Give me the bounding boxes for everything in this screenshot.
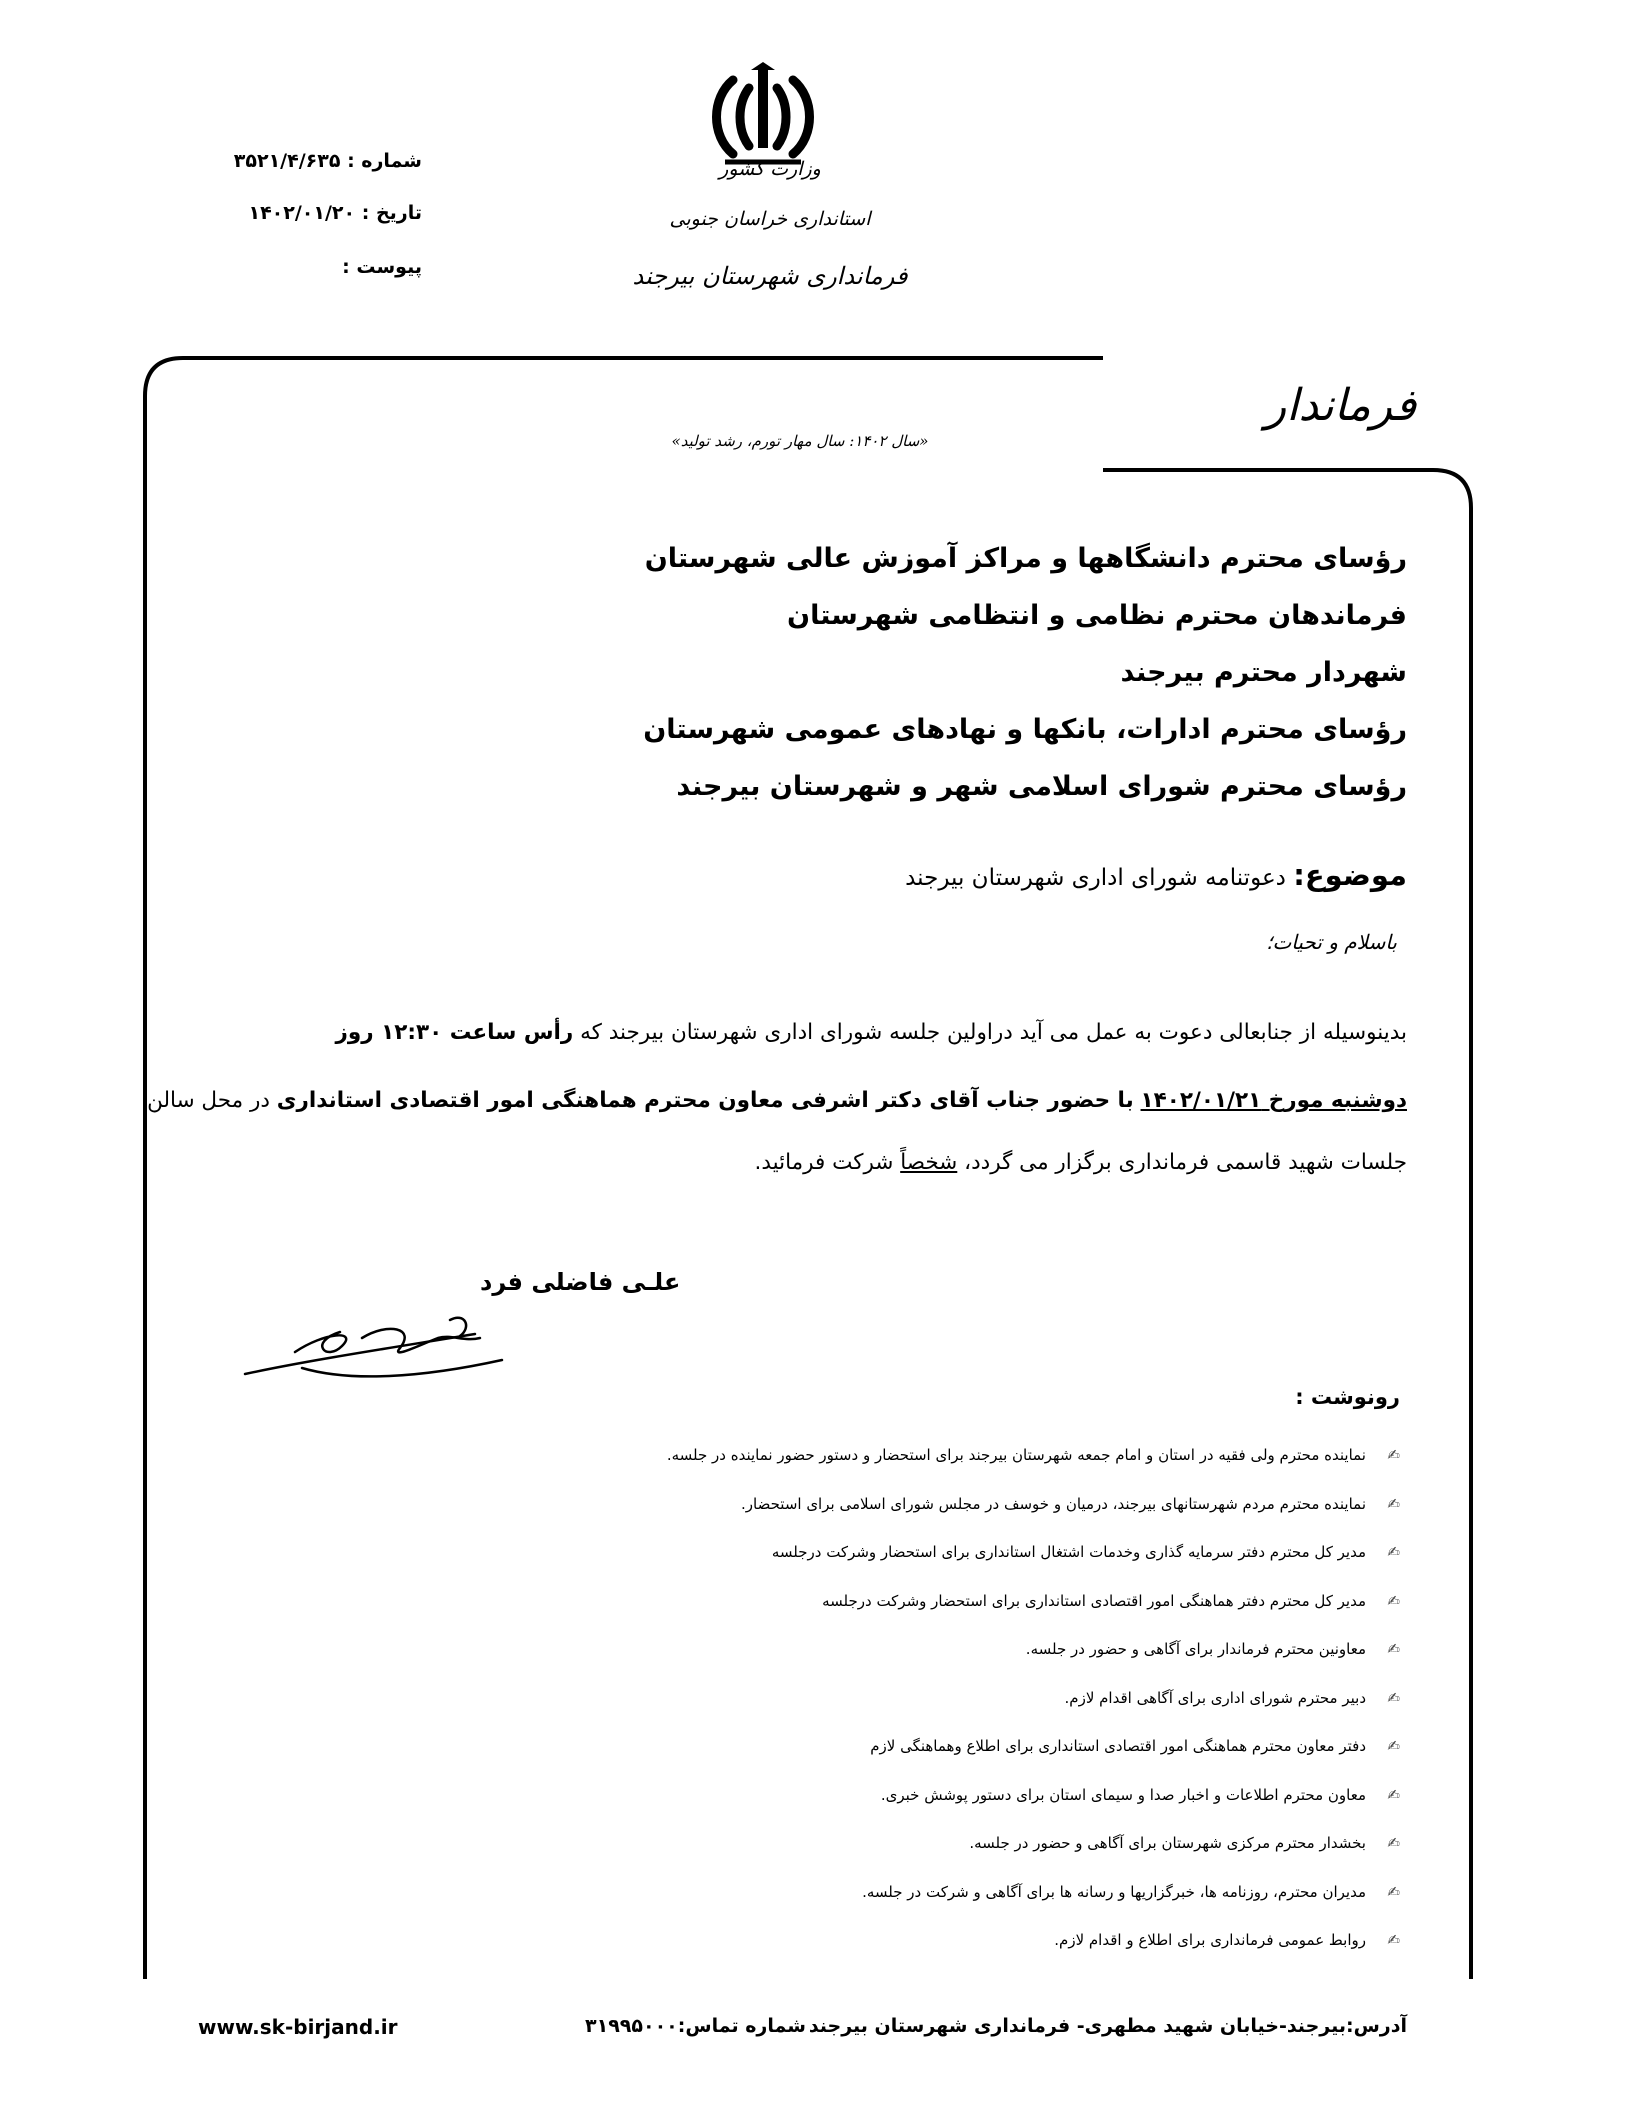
pen-hand-icon: ✍ — [1387, 1640, 1400, 1658]
cc-text: معاونین محترم فرماندار برای آگاهی و حضور در جلسه. — [1025, 1640, 1366, 1658]
iran-emblem-icon — [703, 62, 823, 172]
list-item — [667, 1828, 1400, 1877]
body-line-1 — [336, 1020, 1408, 1045]
list-item — [667, 1780, 1400, 1829]
cc-text: مدیر کل محترم دفتر هماهنگی امور اقتصادی استانداری برای استحضار وشرکت درجلسه — [822, 1591, 1366, 1610]
list-item — [667, 1925, 1400, 1974]
greeting: باسلام و تحیات؛ — [1266, 930, 1397, 954]
footer-website-link[interactable]: www.sk-birjand.ir — [198, 2015, 398, 2039]
cc-text: معاون محترم اطلاعات و اخبار صدا و سیمای استان برای دستور پوشش خبری. — [880, 1785, 1366, 1804]
year-slogan: «سال ۱۴۰۲: سال مهار تورم، رشد تولید» — [671, 432, 929, 450]
pen-hand-icon: ✍ — [1387, 1882, 1400, 1901]
letter-attachment-label: پیوست : — [342, 256, 422, 278]
body-bold-text: با حضور جناب آقای دکتر اشرفی معاون محترم هماهنگی امور اقتصادی استانداری — [276, 1088, 1134, 1113]
body-line-2 — [147, 1088, 1407, 1113]
letter-date-value: ۱۴۰۲/۰۱/۲۰ — [248, 202, 356, 224]
recipient-line: رؤسای محترم ادارات، بانکها و نهادهای عمومی شهرستان — [643, 714, 1407, 745]
cc-text: مدیر کل محترم دفتر سرمایه گذاری وخدمات اشتغال استانداری برای استحضار وشرکت درجلسه — [771, 1543, 1366, 1561]
list-item — [667, 1440, 1400, 1489]
page-title: فرماندار — [1265, 380, 1417, 431]
list-item — [667, 1586, 1400, 1635]
cc-list — [667, 1440, 1400, 1974]
body-text: بدینوسیله از جنابعالی دعوت به عمل می آید دراولین جلسه شورای اداری شهرستان بیرجند که — [580, 1020, 1407, 1045]
cc-text: مدیران محترم، روزنامه ها، خبرگزاریها و رسانه ها برای آگاهی و شرکت در جلسه. — [862, 1882, 1366, 1901]
pen-hand-icon: ✍ — [1387, 1834, 1400, 1852]
pen-hand-icon: ✍ — [1387, 1688, 1400, 1707]
cc-text: نماینده محترم مردم شهرستانهای بیرجند، درمیان و خوسف در مجلس شورای اسلامی برای استحضار. — [741, 1494, 1366, 1513]
cc-text: دفتر معاون محترم هماهنگی امور اقتصادی استانداری برای اطلاع وهماهنگی لازم — [870, 1737, 1366, 1755]
body-line-3 — [754, 1150, 1407, 1175]
recipient-line: فرماندهان محترم نظامی و انتظامی شهرستان — [787, 600, 1407, 631]
cc-text: دبیر محترم شورای اداری برای آگاهی اقدام لازم. — [1064, 1688, 1366, 1707]
recipient-line: رؤسای محترم دانشگاهها و مراکز آموزش عالی شهرستان — [644, 543, 1407, 574]
pen-hand-icon: ✍ — [1387, 1543, 1400, 1561]
province-name: استانداری خراسان جنوبی — [669, 208, 871, 230]
cc-text: بخشدار محترم مرکزی شهرستان برای آگاهی و حضور در جلسه. — [969, 1834, 1366, 1852]
body-bold-text: رأس ساعت ۱۲:۳۰ روز — [335, 1020, 574, 1045]
recipient-line: شهردار محترم بیرجند — [1120, 657, 1407, 688]
letter-attachment — [342, 256, 422, 278]
pen-hand-icon: ✍ — [1387, 1737, 1400, 1755]
meeting-date: دوشنبه مورخ ۱۴۰۲/۰۱/۲۱ — [1140, 1088, 1407, 1113]
body-text: شرکت فرمائید. — [754, 1150, 894, 1175]
letter-date-label: تاریخ : — [361, 202, 422, 224]
recipient-line: رؤسای محترم شورای اسلامی شهر و شهرستان بیرجند — [676, 771, 1407, 802]
handwritten-signature — [240, 1282, 560, 1392]
cc-text: روابط عمومی فرمانداری برای اطلاع و اقدام لازم. — [1054, 1931, 1366, 1949]
list-item — [667, 1634, 1400, 1683]
subject-text: دعوتنامه شورای اداری شهرستان بیرجند — [905, 865, 1286, 891]
cc-text: نماینده محترم ولی فقیه در استان و امام جمعه شهرستان بیرجند برای استحضار و دستور حضور نماینده در جلسه. — [666, 1446, 1366, 1464]
pen-hand-icon: ✍ — [1387, 1446, 1400, 1464]
ministry-name: وزارت کشور — [719, 158, 821, 180]
letter-number-value: ۳۵۲۱/۴/۶۳۵ — [233, 150, 341, 172]
footer-address: آدرس:بیرجند-خیابان شهید مطهری- فرمانداری شهرستان بیرجند — [808, 2015, 1407, 2037]
body-text: در محل سالن — [147, 1088, 270, 1113]
list-item — [667, 1877, 1400, 1926]
letter-number — [234, 150, 422, 172]
list-item — [667, 1683, 1400, 1732]
county-name: فرمانداری شهرستان بیرجند — [632, 262, 908, 290]
letter-number-label: شماره : — [347, 150, 422, 172]
body-text: جلسات شهید قاسمی فرمانداری برگزار می گردد، — [964, 1150, 1407, 1175]
list-item — [667, 1537, 1400, 1586]
cc-title: رونوشت : — [1295, 1385, 1400, 1409]
signatory-name: علـی فاضلی فرد — [480, 1268, 681, 1296]
footer-phone: شماره تماس:۳۱۹۹۵۰۰۰ — [585, 2015, 806, 2037]
pen-hand-icon: ✍ — [1387, 1785, 1400, 1804]
subject-line — [905, 858, 1407, 892]
pen-hand-icon: ✍ — [1387, 1591, 1400, 1610]
letter-date — [248, 202, 422, 224]
body-underlined-text: شخصاً — [900, 1150, 958, 1175]
pen-hand-icon: ✍ — [1387, 1494, 1400, 1513]
subject-label: موضوع: — [1293, 858, 1407, 892]
list-item — [667, 1731, 1400, 1780]
list-item — [667, 1489, 1400, 1538]
pen-hand-icon: ✍ — [1387, 1931, 1400, 1949]
recipients-list — [643, 530, 1407, 815]
